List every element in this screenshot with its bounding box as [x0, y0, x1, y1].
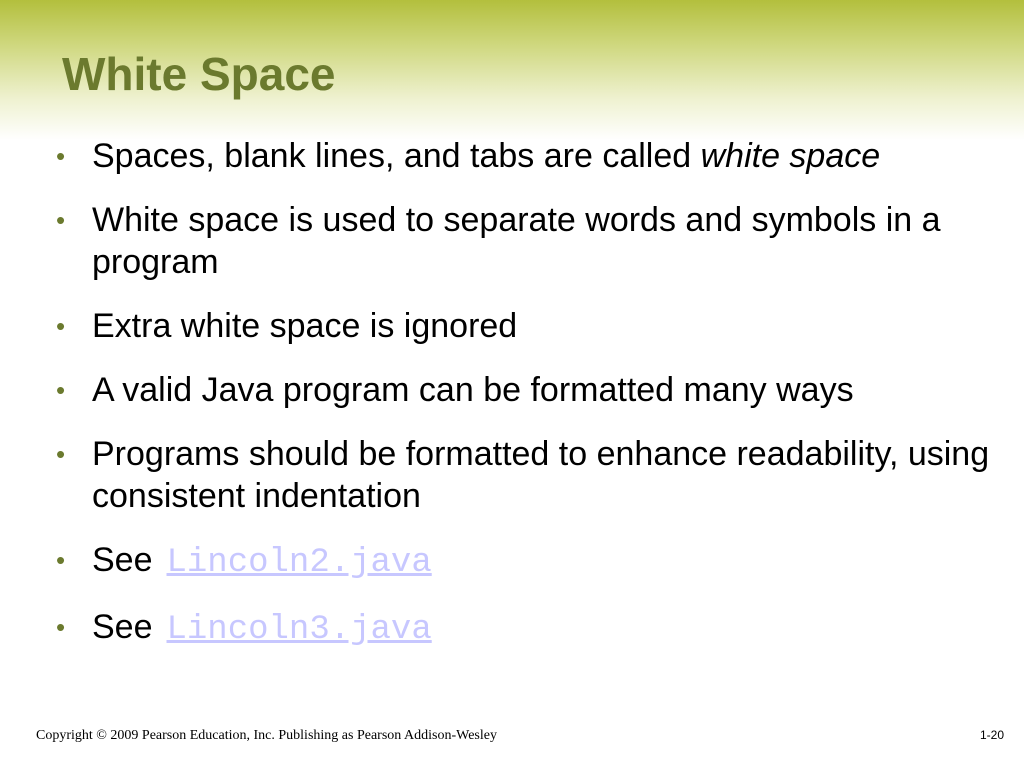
bullet-text: White space is used to separate words and symbols in a program: [92, 201, 941, 281]
bullet-point-icon: •: [56, 311, 66, 341]
slide-title: White Space: [62, 48, 336, 100]
bullet-item-see-lincoln3: [0, 606, 1000, 651]
bullet-item-white-space-definition: [0, 135, 1000, 177]
bullet-item-formatted-many-ways: [0, 369, 1000, 411]
bullet-list: [0, 135, 1000, 673]
page-number: 1-20: [979, 728, 1004, 742]
bullet-emphasis: white space: [700, 137, 881, 175]
bullet-item-see-lincoln2: [0, 539, 1000, 584]
bullet-point-icon: •: [56, 439, 66, 469]
bullet-text: Spaces, blank lines, and tabs are called: [92, 137, 701, 175]
bullet-item-separate-words: [0, 199, 1000, 283]
bullet-text: See: [92, 541, 153, 579]
bullet-item-ignored: [0, 305, 1000, 347]
footer-copyright: Copyright © 2009 Pearson Education, Inc. Publishing as Pearson Addison-Wesley: [36, 728, 497, 743]
lincoln2-link[interactable]: Lincoln2.java: [166, 544, 432, 582]
bullet-text: Programs should be formatted to enhance readability, using consistent indentation: [92, 435, 990, 515]
bullet-point-icon: •: [56, 205, 66, 235]
bullet-point-icon: •: [56, 375, 66, 405]
bullet-item-readability: [0, 433, 1000, 517]
bullet-point-icon: •: [56, 612, 66, 642]
bullet-text: A valid Java program can be formatted many ways: [92, 371, 854, 409]
bullet-point-icon: •: [56, 545, 66, 575]
bullet-text: Extra white space is ignored: [92, 307, 518, 345]
lincoln3-link[interactable]: Lincoln3.java: [166, 611, 432, 649]
bullet-point-icon: •: [56, 141, 66, 171]
bullet-text: See: [92, 608, 153, 646]
